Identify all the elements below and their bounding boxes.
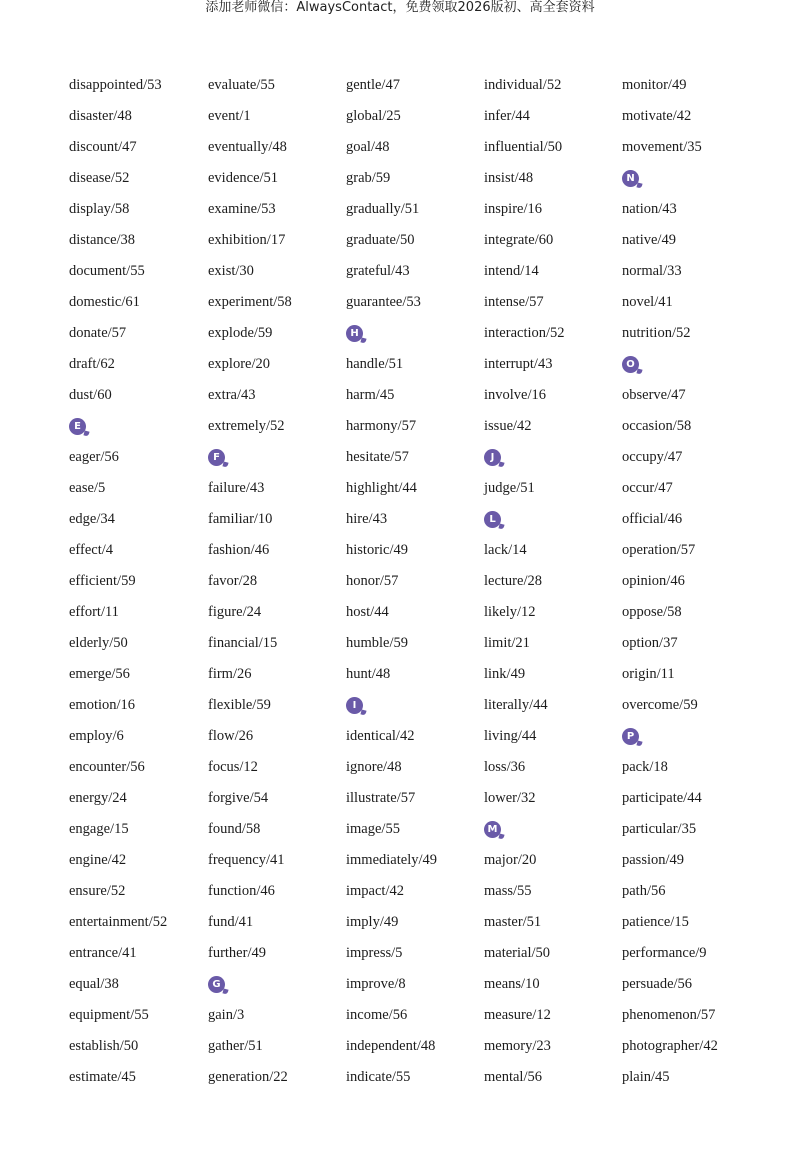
section-letter-badge: P xyxy=(622,728,639,745)
index-entry: particular/35 xyxy=(622,821,697,837)
index-entry: handle/51 xyxy=(346,356,404,372)
index-entry: performance/9 xyxy=(622,945,707,961)
index-entry: issue/42 xyxy=(484,418,532,434)
section-letter-badge: F xyxy=(208,449,225,466)
index-entry: overcome/59 xyxy=(622,697,698,713)
index-entry: eventually/48 xyxy=(208,139,287,155)
index-entry: link/49 xyxy=(484,666,526,682)
section-letter-badge: N xyxy=(622,170,639,187)
index-entry: examine/53 xyxy=(208,201,276,217)
index-entry: historic/49 xyxy=(346,542,409,558)
index-entry: efficient/59 xyxy=(69,573,136,589)
index-entry: generation/22 xyxy=(208,1069,288,1085)
index-entry: explode/59 xyxy=(208,325,273,341)
index-entry: occur/47 xyxy=(622,480,673,496)
section-letter-row xyxy=(484,814,622,845)
section-letter-row xyxy=(208,969,346,1000)
index-entry: effort/11 xyxy=(69,604,119,620)
index-entry: normal/33 xyxy=(622,263,682,279)
index-entry: exist/30 xyxy=(208,263,254,279)
index-entry: gradually/51 xyxy=(346,201,420,217)
index-entry: illustrate/57 xyxy=(346,790,416,806)
index-entry: indicate/55 xyxy=(346,1069,411,1085)
index-entry: integrate/60 xyxy=(484,232,554,248)
index-column-5 xyxy=(622,70,760,1093)
index-entry: independent/48 xyxy=(346,1038,436,1054)
index-entry: display/58 xyxy=(69,201,130,217)
index-entry: living/44 xyxy=(484,728,537,744)
index-entry: extra/43 xyxy=(208,387,256,403)
index-entry: measure/12 xyxy=(484,1007,551,1023)
index-entry: material/50 xyxy=(484,945,551,961)
index-entry: highlight/44 xyxy=(346,480,417,496)
section-letter-badge: J xyxy=(484,449,501,466)
index-entry: evidence/51 xyxy=(208,170,279,186)
index-entry: harm/45 xyxy=(346,387,395,403)
index-entry: intend/14 xyxy=(484,263,539,279)
section-letter-badge: L xyxy=(484,511,501,528)
index-entry: persuade/56 xyxy=(622,976,693,992)
index-entry: judge/51 xyxy=(484,480,535,496)
index-entry: disease/52 xyxy=(69,170,130,186)
index-entry: humble/59 xyxy=(346,635,409,651)
index-entry: flexible/59 xyxy=(208,697,271,713)
index-entry: flow/26 xyxy=(208,728,254,744)
index-entry: imply/49 xyxy=(346,914,399,930)
index-entry: further/49 xyxy=(208,945,266,961)
index-entry: path/56 xyxy=(622,883,666,899)
section-letter-badge: E xyxy=(69,418,86,435)
index-entry: participate/44 xyxy=(622,790,702,806)
index-entry: establish/50 xyxy=(69,1038,139,1054)
index-entry: host/44 xyxy=(346,604,389,620)
index-entry: hesitate/57 xyxy=(346,449,409,465)
section-letter-badge: I xyxy=(346,697,363,714)
index-entry: ignore/48 xyxy=(346,759,402,775)
index-column-3 xyxy=(346,70,484,1093)
index-entry: extremely/52 xyxy=(208,418,285,434)
index-entry: grab/59 xyxy=(346,170,391,186)
index-entry: mental/56 xyxy=(484,1069,542,1085)
index-entry: influential/50 xyxy=(484,139,563,155)
index-entry: figure/24 xyxy=(208,604,262,620)
index-entry: document/55 xyxy=(69,263,145,279)
index-entry: movement/35 xyxy=(622,139,702,155)
index-entry: income/56 xyxy=(346,1007,408,1023)
index-entry: master/51 xyxy=(484,914,542,930)
index-entry: infer/44 xyxy=(484,108,530,124)
index-entry: exhibition/17 xyxy=(208,232,286,248)
section-letter-row xyxy=(346,318,484,349)
index-entry: evaluate/55 xyxy=(208,77,275,93)
index-entry: graduate/50 xyxy=(346,232,415,248)
index-entry: energy/24 xyxy=(69,790,127,806)
index-entry: lower/32 xyxy=(484,790,536,806)
index-entry: disaster/48 xyxy=(69,108,132,124)
index-entry: engage/15 xyxy=(69,821,129,837)
index-entry: focus/12 xyxy=(208,759,258,775)
index-entry: failure/43 xyxy=(208,480,265,496)
section-letter-badge: G xyxy=(208,976,225,993)
index-entry: forgive/54 xyxy=(208,790,269,806)
index-entry: motivate/42 xyxy=(622,108,692,124)
section-letter-badge: O xyxy=(622,356,639,373)
index-entry: interaction/52 xyxy=(484,325,565,341)
index-entry: interrupt/43 xyxy=(484,356,553,372)
index-entry: emerge/56 xyxy=(69,666,130,682)
index-entry: discount/47 xyxy=(69,139,137,155)
index-entry: eager/56 xyxy=(69,449,119,465)
section-letter-row xyxy=(484,442,622,473)
index-entry: operation/57 xyxy=(622,542,696,558)
index-entry: elderly/50 xyxy=(69,635,128,651)
index-entry: donate/57 xyxy=(69,325,127,341)
section-letter-row xyxy=(69,411,207,442)
index-entry: domestic/61 xyxy=(69,294,140,310)
index-entry: ease/5 xyxy=(69,480,106,496)
section-letter-row xyxy=(346,690,484,721)
index-entry: nutrition/52 xyxy=(622,325,691,341)
index-entry: observe/47 xyxy=(622,387,686,403)
index-entry: image/55 xyxy=(346,821,400,837)
index-entry: means/10 xyxy=(484,976,540,992)
header-banner: 添加老师微信：AlwaysContact，免费领取2026版初、高全套资料 xyxy=(205,0,595,15)
index-entry: fashion/46 xyxy=(208,542,270,558)
index-entry: origin/11 xyxy=(622,666,675,682)
index-entry: equal/38 xyxy=(69,976,119,992)
index-entry: occupy/47 xyxy=(622,449,683,465)
index-entry: emotion/16 xyxy=(69,697,136,713)
index-entry: global/25 xyxy=(346,108,401,124)
index-entry: occasion/58 xyxy=(622,418,692,434)
index-entry: pack/18 xyxy=(622,759,668,775)
index-entry: equipment/55 xyxy=(69,1007,149,1023)
index-entry: ensure/52 xyxy=(69,883,126,899)
index-entry: involve/16 xyxy=(484,387,547,403)
index-entry: lack/14 xyxy=(484,542,527,558)
index-entry: option/37 xyxy=(622,635,678,651)
index-entry: experiment/58 xyxy=(208,294,292,310)
index-entry: passion/49 xyxy=(622,852,685,868)
index-entry: novel/41 xyxy=(622,294,673,310)
index-entry: frequency/41 xyxy=(208,852,285,868)
index-entry: employ/6 xyxy=(69,728,124,744)
index-entry: event/1 xyxy=(208,108,251,124)
section-letter-row xyxy=(622,163,760,194)
index-entry: official/46 xyxy=(622,511,683,527)
index-entry: likely/12 xyxy=(484,604,536,620)
section-letter-row xyxy=(208,442,346,473)
section-letter-row xyxy=(622,721,760,752)
index-entry: financial/15 xyxy=(208,635,278,651)
index-entry: distance/38 xyxy=(69,232,136,248)
index-entry: engine/42 xyxy=(69,852,127,868)
index-column-4 xyxy=(484,70,622,1093)
section-letter-badge: H xyxy=(346,325,363,342)
index-entry: patience/15 xyxy=(622,914,689,930)
index-entry: intense/57 xyxy=(484,294,544,310)
word-index xyxy=(69,70,800,1110)
index-entry: favor/28 xyxy=(208,573,258,589)
index-entry: limit/21 xyxy=(484,635,530,651)
index-entry: guarantee/53 xyxy=(346,294,421,310)
index-entry: edge/34 xyxy=(69,511,115,527)
index-entry: nation/43 xyxy=(622,201,677,217)
index-entry: encounter/56 xyxy=(69,759,145,775)
index-entry: hire/43 xyxy=(346,511,388,527)
index-entry: opinion/46 xyxy=(622,573,685,589)
index-entry: hunt/48 xyxy=(346,666,391,682)
index-entry: familiar/10 xyxy=(208,511,273,527)
index-entry: harmony/57 xyxy=(346,418,417,434)
index-entry: fund/41 xyxy=(208,914,254,930)
index-entry: honor/57 xyxy=(346,573,399,589)
index-entry: dust/60 xyxy=(69,387,112,403)
index-entry: gather/51 xyxy=(208,1038,263,1054)
index-entry: insist/48 xyxy=(484,170,534,186)
index-entry: found/58 xyxy=(208,821,261,837)
index-entry: native/49 xyxy=(622,232,676,248)
index-entry: individual/52 xyxy=(484,77,562,93)
index-entry: function/46 xyxy=(208,883,275,899)
index-entry: estimate/45 xyxy=(69,1069,136,1085)
index-column-1 xyxy=(69,70,207,1093)
index-entry: disappointed/53 xyxy=(69,77,162,93)
index-entry: gentle/47 xyxy=(346,77,400,93)
index-entry: phenomenon/57 xyxy=(622,1007,716,1023)
section-letter-row xyxy=(484,504,622,535)
index-column-2 xyxy=(208,70,346,1093)
index-entry: effect/4 xyxy=(69,542,114,558)
index-entry: goal/48 xyxy=(346,139,390,155)
index-entry: oppose/58 xyxy=(622,604,682,620)
index-entry: plain/45 xyxy=(622,1069,670,1085)
index-entry: firm/26 xyxy=(208,666,252,682)
index-entry: monitor/49 xyxy=(622,77,687,93)
index-entry: loss/36 xyxy=(484,759,526,775)
index-entry: literally/44 xyxy=(484,697,548,713)
index-entry: inspire/16 xyxy=(484,201,542,217)
index-entry: grateful/43 xyxy=(346,263,410,279)
index-entry: major/20 xyxy=(484,852,537,868)
index-entry: entertainment/52 xyxy=(69,914,168,930)
index-entry: improve/8 xyxy=(346,976,406,992)
index-entry: photographer/42 xyxy=(622,1038,718,1054)
index-entry: gain/3 xyxy=(208,1007,245,1023)
index-entry: impact/42 xyxy=(346,883,404,899)
section-letter-badge: M xyxy=(484,821,501,838)
index-entry: identical/42 xyxy=(346,728,415,744)
index-entry: lecture/28 xyxy=(484,573,542,589)
index-entry: memory/23 xyxy=(484,1038,551,1054)
section-letter-row xyxy=(622,349,760,380)
index-entry: explore/20 xyxy=(208,356,271,372)
index-entry: entrance/41 xyxy=(69,945,137,961)
index-entry: immediately/49 xyxy=(346,852,438,868)
index-entry: draft/62 xyxy=(69,356,115,372)
index-entry: mass/55 xyxy=(484,883,532,899)
index-entry: impress/5 xyxy=(346,945,403,961)
